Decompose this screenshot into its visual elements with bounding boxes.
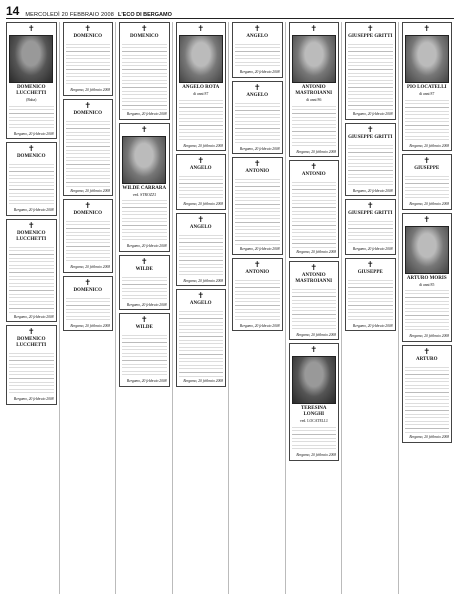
place-date: Bergamo, 20 febbraio 2008 xyxy=(352,247,393,252)
column-2 xyxy=(63,22,117,594)
place-date: Bergamo, 20 febbraio 2008 xyxy=(126,302,167,307)
deceased-name: GIUSEPPE GRITTI xyxy=(348,34,393,39)
obituary-notice xyxy=(63,99,114,197)
place-date: Bergamo, 20 febbraio 2008 xyxy=(13,314,54,319)
cross-icon: ✝ xyxy=(27,24,35,33)
deceased-name: PIO LOCATELLI xyxy=(407,85,447,90)
deceased-name: TERESINA LONGHI xyxy=(300,406,327,418)
obituary-notice xyxy=(289,343,340,460)
deceased-subtitle: ved. STROZZI xyxy=(132,192,156,197)
deceased-subtitle: ved. LOCATELLI xyxy=(299,419,328,424)
deceased-name: ANTONIO xyxy=(245,269,270,275)
deceased-name: ANTONIO xyxy=(245,169,270,175)
place-date: Bergamo, 20 febbraio 2008 xyxy=(13,131,54,136)
notice-text-block xyxy=(292,103,337,149)
cross-icon: ✝ xyxy=(423,156,431,166)
portrait-photo xyxy=(405,35,449,83)
deceased-name: ARTURO xyxy=(416,356,438,362)
deceased-subtitle: di anni 86 xyxy=(306,98,322,102)
notice-text-block xyxy=(348,142,393,188)
deceased-subtitle: di anni 87 xyxy=(419,92,435,96)
deceased-name: WILDE xyxy=(135,325,153,331)
deceased-name: DOMENICO xyxy=(73,211,103,217)
column-4 xyxy=(176,22,230,594)
cross-icon: ✝ xyxy=(197,214,205,224)
column-1 xyxy=(6,22,60,594)
cross-icon: ✝ xyxy=(310,162,318,172)
notice-text-block xyxy=(179,173,224,201)
place-date: Bergamo, 20 febbraio 2008 xyxy=(13,397,54,402)
deceased-name: ANGELO ROTA xyxy=(182,85,220,90)
cross-icon: ✝ xyxy=(84,201,92,211)
notice-text-block xyxy=(235,176,280,246)
place-date: Bergamo, 20 febbraio 2008 xyxy=(70,88,110,92)
place-date: Bergamo, 20 febbraio 2008 xyxy=(409,434,449,439)
notice-text-block xyxy=(348,277,393,323)
place-date: Bergamo, 20 febbraio 2008 xyxy=(296,149,336,154)
column-6 xyxy=(289,22,343,594)
place-date: Bergamo, 20 febbraio 2008 xyxy=(183,202,223,207)
place-date: Bergamo, 20 febbraio 2008 xyxy=(13,208,54,213)
deceased-subtitle: di anni 87 xyxy=(193,92,209,96)
deceased-name: WILDE CARRARA xyxy=(122,185,167,191)
notice-text-block xyxy=(405,97,450,143)
cross-icon: ✝ xyxy=(27,144,35,154)
obituary-notice xyxy=(402,345,453,443)
deceased-name: DOMENICO xyxy=(129,34,159,39)
obituary-notice xyxy=(6,219,57,323)
cross-icon: ✝ xyxy=(366,124,374,134)
place-date: Bergamo, 20 febbraio 2008 xyxy=(126,112,167,116)
deceased-name: ANGELO xyxy=(189,166,212,172)
place-date: Bergamo, 20 febbraio 2008 xyxy=(296,332,336,337)
portrait-photo xyxy=(179,35,223,83)
place-date: Bergamo, 20 febbraio 2008 xyxy=(70,188,110,193)
obituary-notice xyxy=(63,22,114,96)
deceased-name: ANTONIO MASTROIANNI xyxy=(295,85,333,96)
notice-text-block xyxy=(9,103,54,131)
obituary-notice xyxy=(176,154,227,210)
deceased-subtitle: di anni 85 xyxy=(419,282,435,287)
notice-text-block xyxy=(9,350,54,396)
place-date: Bergamo, 20 febbraio 2008 xyxy=(126,379,167,384)
cross-icon: ✝ xyxy=(84,277,92,287)
deceased-name: DOMENICO LUCCHETTI xyxy=(16,337,47,349)
cross-icon: ✝ xyxy=(140,124,148,134)
notice-text-block xyxy=(66,118,111,188)
deceased-name: DOMENICO LUCCHETTI xyxy=(16,85,47,96)
obituary-notice xyxy=(345,258,396,332)
column-7 xyxy=(345,22,399,594)
portrait-photo xyxy=(292,356,336,404)
column-8 xyxy=(402,22,455,594)
portrait-photo xyxy=(9,35,53,83)
cross-icon: ✝ xyxy=(366,24,374,33)
obituary-notice xyxy=(232,81,283,155)
obituary-notice xyxy=(345,22,396,120)
column-3 xyxy=(119,22,173,594)
cross-icon: ✝ xyxy=(253,159,261,169)
obituary-notice xyxy=(345,199,396,255)
notice-text-block xyxy=(235,277,280,323)
notice-text-block xyxy=(179,97,224,143)
notice-text-block xyxy=(66,218,111,264)
place-date: Bergamo, 20 febbraio 2008 xyxy=(409,334,449,339)
obituary-notice xyxy=(63,199,114,273)
cross-icon: ✝ xyxy=(366,201,374,211)
cross-icon: ✝ xyxy=(310,24,318,33)
deceased-name: WILDE xyxy=(135,266,153,272)
cross-icon: ✝ xyxy=(140,256,148,266)
deceased-name: ANGELO xyxy=(189,224,212,230)
obituary-notice xyxy=(6,22,57,139)
cross-icon: ✝ xyxy=(253,259,261,269)
place-date: Bergamo, 20 febbraio 2008 xyxy=(409,202,449,207)
cross-icon: ✝ xyxy=(27,327,35,337)
obituary-notice xyxy=(289,261,340,341)
deceased-name: GIUSEPPE xyxy=(414,166,440,172)
notice-text-block xyxy=(122,41,167,111)
notice-text-block xyxy=(122,274,167,302)
obituary-notice xyxy=(232,22,283,78)
place-date: Bergamo, 20 febbraio 2008 xyxy=(239,247,280,252)
obituary-notice xyxy=(345,123,396,197)
obituary-notice xyxy=(232,258,283,332)
obituary-notice xyxy=(402,22,453,151)
obituary-notice xyxy=(119,255,170,311)
cross-icon: ✝ xyxy=(27,220,35,230)
place-date: Bergamo, 20 febbraio 2008 xyxy=(409,143,449,148)
place-date: Bergamo, 20 febbraio 2008 xyxy=(296,452,336,457)
obituary-notice xyxy=(119,22,170,120)
cross-icon: ✝ xyxy=(310,262,318,272)
cross-icon: ✝ xyxy=(197,24,205,33)
notice-text-block xyxy=(405,173,450,201)
deceased-subtitle: (Baba) xyxy=(26,98,37,102)
place-date: Bergamo, 20 febbraio 2008 xyxy=(352,112,393,116)
notice-text-block xyxy=(179,232,224,278)
page-header xyxy=(6,4,454,19)
deceased-name: DOMENICO xyxy=(73,287,103,293)
deceased-name: DOMENICO xyxy=(16,154,46,160)
obituary-notice xyxy=(63,276,114,332)
dateline: MERCOLEDÌ 20 FEBBRAIO 2008 xyxy=(25,12,115,18)
obituary-notice xyxy=(176,213,227,287)
cross-icon: ✝ xyxy=(84,100,92,110)
place-date: Bergamo, 20 febbraio 2008 xyxy=(352,323,393,328)
deceased-name: ANGELO xyxy=(246,34,269,39)
notice-text-block xyxy=(235,41,280,69)
cross-icon: ✝ xyxy=(84,24,92,33)
portrait-photo xyxy=(292,35,336,83)
deceased-name: ANTONIO xyxy=(301,172,326,178)
deceased-name: ARTURO MORIS xyxy=(406,275,447,281)
notice-text-block xyxy=(348,41,393,111)
notice-text-block xyxy=(348,218,393,246)
notice-text-block xyxy=(122,332,167,378)
obituary-notice xyxy=(6,142,57,216)
deceased-name: DOMENICO xyxy=(73,34,103,39)
place-date: Bergamo, 20 febbraio 2008 xyxy=(70,323,110,328)
deceased-name: GIUSEPPE xyxy=(357,269,383,275)
obituary-notice xyxy=(176,289,227,387)
notice-text-block xyxy=(9,161,54,207)
cross-icon: ✝ xyxy=(423,346,431,356)
deceased-name: GIUSEPPE GRITTI xyxy=(348,211,393,217)
publication-name: L'ECO DI BERGAMO xyxy=(118,12,172,18)
obituary-notice xyxy=(6,325,57,405)
notice-text-block xyxy=(292,179,337,249)
notice-text-block xyxy=(66,41,111,87)
obituary-columns xyxy=(6,22,454,594)
cross-icon: ✝ xyxy=(197,291,205,301)
obituary-notice xyxy=(289,22,340,157)
cross-icon: ✝ xyxy=(140,24,148,33)
place-date: Bergamo, 20 febbraio 2008 xyxy=(70,265,110,270)
notice-text-block xyxy=(405,364,450,434)
cross-icon: ✝ xyxy=(253,24,261,33)
column-5 xyxy=(232,22,286,594)
obituary-notice xyxy=(232,157,283,255)
place-date: Bergamo, 20 febbraio 2008 xyxy=(183,143,223,148)
place-date: Bergamo, 20 febbraio 2008 xyxy=(239,146,280,151)
obituary-notice xyxy=(402,154,453,210)
place-date: Bergamo, 20 febbraio 2008 xyxy=(239,70,280,74)
deceased-name: ANGELO xyxy=(189,301,212,307)
notice-text-block xyxy=(179,308,224,378)
page-number: 14 xyxy=(6,4,20,18)
obituary-notice xyxy=(176,22,227,151)
cross-icon: ✝ xyxy=(423,214,431,224)
deceased-name: ANGELO xyxy=(246,92,269,98)
portrait-photo xyxy=(405,226,449,274)
obituary-notice xyxy=(402,213,453,342)
place-date: Bergamo, 20 febbraio 2008 xyxy=(296,250,336,255)
cross-icon: ✝ xyxy=(140,315,148,325)
notice-text-block xyxy=(405,287,450,333)
obituary-notice xyxy=(289,160,340,258)
place-date: Bergamo, 20 febbraio 2008 xyxy=(126,244,167,249)
place-date: Bergamo, 20 febbraio 2008 xyxy=(352,188,393,193)
place-date: Bergamo, 20 febbraio 2008 xyxy=(239,323,280,328)
notice-text-block xyxy=(235,100,280,146)
notice-text-block xyxy=(9,244,54,314)
cross-icon: ✝ xyxy=(366,259,374,269)
cross-icon: ✝ xyxy=(197,156,205,166)
portrait-photo xyxy=(122,136,166,184)
notice-text-block xyxy=(122,197,167,243)
place-date: Bergamo, 20 febbraio 2008 xyxy=(183,379,223,384)
cross-icon: ✝ xyxy=(310,345,318,355)
notice-text-block xyxy=(292,286,337,332)
deceased-name: ANTONIO MASTROIANNI xyxy=(295,272,333,284)
cross-icon: ✝ xyxy=(423,24,431,33)
obituary-notice xyxy=(119,313,170,387)
place-date: Bergamo, 20 febbraio 2008 xyxy=(183,278,223,283)
deceased-name: DOMENICO LUCCHETTI xyxy=(16,230,47,242)
notice-text-block xyxy=(66,295,111,323)
notice-text-block xyxy=(292,424,337,452)
cross-icon: ✝ xyxy=(253,82,261,92)
obituary-notice xyxy=(119,123,170,252)
deceased-name: DOMENICO xyxy=(73,110,103,116)
deceased-name: GIUSEPPE GRITTI xyxy=(348,134,393,140)
